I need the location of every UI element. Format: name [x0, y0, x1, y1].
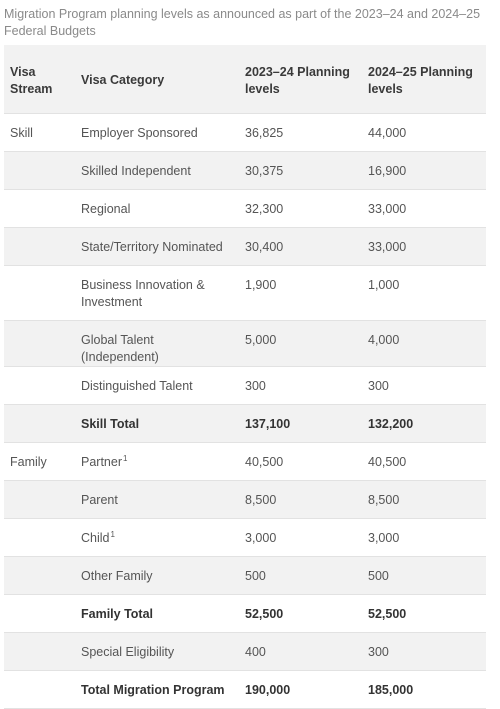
footnote-marker: 1	[123, 453, 128, 463]
cell-visa-category	[75, 442, 239, 480]
header-visa-category: Visa Category	[81, 73, 165, 88]
table-row	[4, 320, 486, 366]
cell-visa-category	[75, 480, 239, 518]
table-row	[4, 556, 486, 594]
table-row	[4, 227, 486, 265]
table-row	[4, 366, 486, 404]
cell-2024-25: 132,200	[368, 416, 414, 431]
category-label: Other Family	[81, 568, 153, 583]
cell-2023-24: 300	[245, 378, 266, 393]
cell-visa-category	[75, 594, 239, 632]
migration-planning-table	[4, 45, 486, 709]
cell-2023-24: 8,500	[245, 492, 277, 507]
table-row	[4, 265, 486, 320]
cell-visa-category	[75, 670, 239, 708]
cell-visa-stream	[4, 556, 75, 594]
cell-visa-stream	[4, 189, 75, 227]
cell-2023-24: 190,000	[245, 682, 291, 697]
cell-visa-category	[75, 632, 239, 670]
category-label: Global Talent (Independent)	[81, 332, 159, 364]
cell-2023-24: 500	[245, 568, 266, 583]
cell-visa-stream	[4, 366, 75, 404]
cell-visa-category	[75, 518, 239, 556]
category-label: Special Eligibility	[81, 644, 175, 659]
cell-2023-24: 52,500	[245, 606, 284, 621]
cell-visa-category	[75, 227, 239, 265]
cell-2023-24: 137,100	[245, 416, 291, 431]
category-label: Skilled Independent	[81, 163, 191, 178]
total-migration-program-row	[4, 670, 486, 708]
cell-2024-25: 8,500	[368, 492, 400, 507]
cell-visa-category	[75, 265, 239, 320]
cell-2024-25: 500	[368, 568, 389, 583]
cell-2023-24: 400	[245, 644, 266, 659]
header-2024-25-planning-levels: 2024–25 Planning levels	[368, 64, 473, 96]
footnote-marker: 1	[110, 529, 115, 539]
table-row	[4, 632, 486, 670]
cell-visa-stream	[4, 265, 75, 320]
table-row	[4, 113, 486, 151]
cell-2023-24: 30,375	[245, 163, 284, 178]
cell-visa-category	[75, 151, 239, 189]
header-2023-24-planning-levels: 2023–24 Planning levels	[245, 64, 350, 96]
cell-2024-25: 185,000	[368, 682, 414, 697]
table-row	[4, 518, 486, 556]
category-label: Distinguished Talent	[81, 378, 193, 393]
category-label: Regional	[81, 201, 131, 216]
cell-visa-stream	[4, 670, 75, 708]
cell-visa-stream	[4, 632, 75, 670]
cell-2024-25: 52,500	[368, 606, 407, 621]
category-label: Child	[81, 530, 110, 545]
category-label: Business Innovation & Investment	[81, 277, 205, 309]
category-label: Partner	[81, 454, 122, 469]
cell-2023-24: 30,400	[245, 239, 284, 254]
cell-2023-24: 40,500	[245, 454, 284, 469]
cell-2024-25: 16,900	[368, 163, 407, 178]
category-label: Employer Sponsored	[81, 125, 198, 140]
cell-2023-24: 5,000	[245, 332, 277, 347]
table-caption: Migration Program planning levels as announced as part of the 2023–24 and 2024–25 Federal Budgets	[4, 7, 481, 38]
category-label: Family Total	[81, 606, 154, 621]
cell-2023-24: 36,825	[245, 125, 284, 140]
cell-2024-25: 33,000	[368, 201, 407, 216]
cell-visa-stream: Skill	[10, 125, 33, 140]
cell-visa-category	[75, 113, 239, 151]
cell-visa-stream	[4, 320, 75, 366]
header-visa-stream: Visa Stream	[10, 64, 53, 96]
cell-2024-25: 300	[368, 644, 389, 659]
skill-total-row	[4, 404, 486, 442]
table-row	[4, 480, 486, 518]
cell-visa-category	[75, 366, 239, 404]
cell-2024-25: 300	[368, 378, 389, 393]
cell-2024-25: 3,000	[368, 530, 400, 545]
cell-2024-25: 1,000	[368, 277, 400, 292]
table-header	[4, 45, 486, 113]
cell-visa-stream	[4, 518, 75, 556]
category-label: Total Migration Program	[81, 682, 225, 697]
table-body	[4, 113, 486, 708]
cell-2024-25: 44,000	[368, 125, 407, 140]
cell-visa-stream	[4, 404, 75, 442]
category-label: Parent	[81, 492, 118, 507]
cell-2023-24: 32,300	[245, 201, 284, 216]
header-row	[4, 45, 486, 113]
cell-visa-category	[75, 556, 239, 594]
cell-2023-24: 3,000	[245, 530, 277, 545]
cell-visa-category	[75, 189, 239, 227]
cell-2024-25: 33,000	[368, 239, 407, 254]
cell-visa-stream: Family	[10, 454, 47, 469]
cell-2024-25: 4,000	[368, 332, 400, 347]
cell-visa-stream	[4, 594, 75, 632]
cell-visa-category	[75, 404, 239, 442]
cell-visa-stream	[4, 151, 75, 189]
cell-2024-25: 40,500	[368, 454, 407, 469]
family-total-row	[4, 594, 486, 632]
cell-2023-24: 1,900	[245, 277, 277, 292]
cell-visa-stream	[4, 227, 75, 265]
table-row	[4, 151, 486, 189]
category-label: State/Territory Nominated	[81, 239, 223, 254]
table-row	[4, 189, 486, 227]
cell-visa-stream	[4, 480, 75, 518]
cell-visa-category	[75, 320, 239, 366]
table-row	[4, 442, 486, 480]
category-label: Skill Total	[81, 416, 140, 431]
